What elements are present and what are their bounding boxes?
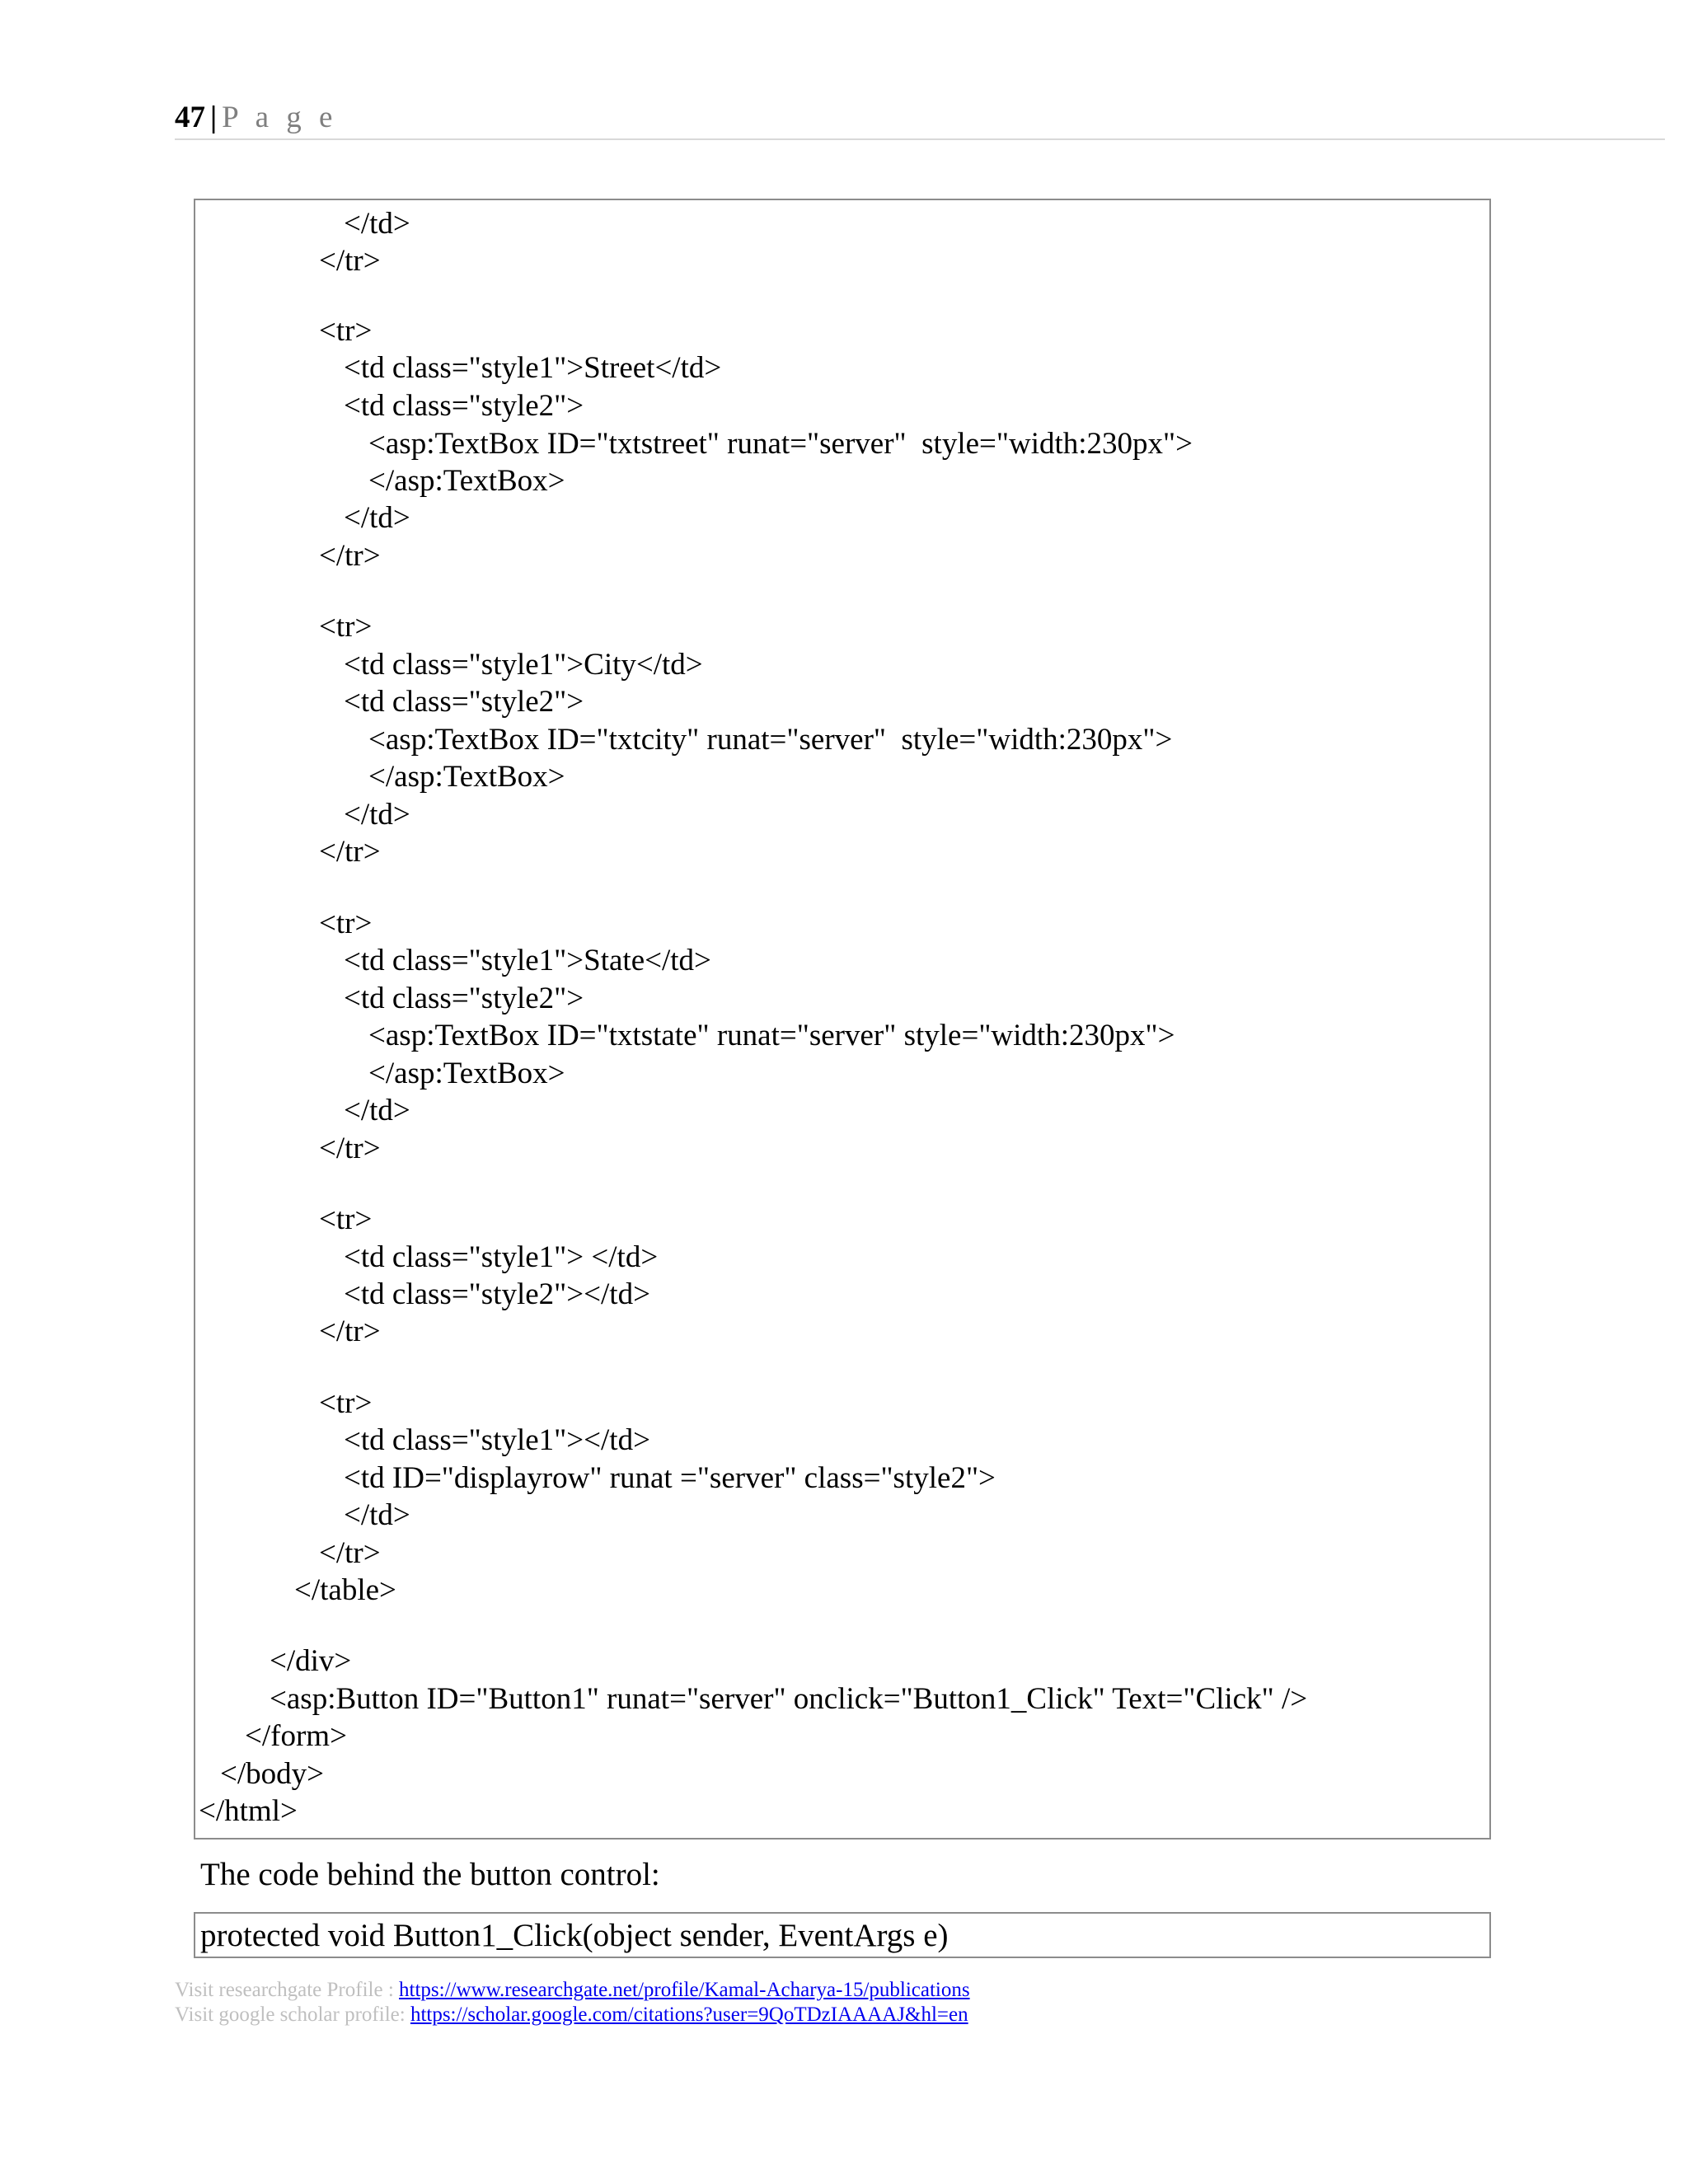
code-line: <tr> <box>319 907 373 940</box>
header-separator: | <box>210 101 218 134</box>
code-line: <asp:TextBox ID="txtstreet" runat="server" style="width:230px"> <box>368 427 1193 461</box>
code-line: <td class="style1"> </td> <box>344 1240 659 1274</box>
code-line: </tr> <box>319 1315 381 1348</box>
code-line: </asp:TextBox> <box>368 760 565 794</box>
footer-researchgate <box>175 1978 970 2003</box>
code-line: protected void Button1_Click(object sender, EventArgs e) <box>200 1918 949 1953</box>
code-line: </tr> <box>319 244 381 278</box>
code-line: <td class="style1">Street</td> <box>344 351 722 385</box>
code-line: </asp:TextBox> <box>368 1057 565 1090</box>
code-line: <asp:TextBox ID="txtcity" runat="server" style="width:230px"> <box>368 723 1173 757</box>
page-number: 47 <box>175 101 205 134</box>
code-line: </td> <box>344 1498 410 1532</box>
code-line: <td class="style1"></td> <box>344 1423 650 1457</box>
page-label: P a g e <box>222 101 338 134</box>
code-line: </div> <box>270 1644 352 1678</box>
code-line: <td class="style2"> <box>344 685 584 719</box>
footer-scholar <box>175 2003 968 2027</box>
footer-researchgate-label: Visit researchgate Profile : <box>175 1979 400 2001</box>
page-header <box>175 97 1665 140</box>
scholar-link[interactable]: https://scholar.google.com/citations?user=9QoTDzIAAAAJ&hl=en <box>410 2004 968 2026</box>
code-line: </td> <box>344 1094 410 1127</box>
code-line: </td> <box>344 798 410 832</box>
code-line: <tr> <box>319 610 373 644</box>
code-line: <td class="style1">State</td> <box>344 944 711 977</box>
code-line: <td ID="displayrow" runat ="server" class="style2"> <box>344 1461 996 1495</box>
code-line: <td class="style2"></td> <box>344 1277 650 1311</box>
code-line: </asp:TextBox> <box>368 464 565 498</box>
code-line: </tr> <box>319 835 381 869</box>
code-line: <asp:TextBox ID="txtstate" runat="server" style="width:230px"> <box>368 1019 1175 1052</box>
researchgate-link[interactable]: https://www.researchgate.net/profile/Kamal-Acharya-15/publications <box>399 1979 970 2001</box>
code-line: <td class="style1">City</td> <box>344 648 703 682</box>
code-line: </table> <box>294 1573 396 1607</box>
code-line: </form> <box>245 1719 347 1753</box>
code-line: </td> <box>344 501 410 535</box>
code-line: </tr> <box>319 1536 381 1570</box>
code-line: <asp:Button ID="Button1" runat="server" onclick="Button1_Click" Text="Click" /> <box>270 1682 1308 1716</box>
caption-text: The code behind the button control: <box>200 1857 660 1892</box>
code-line: <td class="style2"> <box>344 982 584 1015</box>
code-line: </html> <box>199 1794 298 1828</box>
code-line: </tr> <box>319 539 381 573</box>
code-line: <tr> <box>319 1386 373 1420</box>
code-line: <tr> <box>319 1202 373 1236</box>
footer-scholar-label: Visit google scholar profile: <box>175 2004 410 2026</box>
code-line: <td class="style2"> <box>344 389 584 423</box>
code-line: </td> <box>344 207 410 241</box>
code-block-2 <box>194 1912 1491 1958</box>
code-line: </body> <box>220 1757 325 1791</box>
code-line: <tr> <box>319 314 373 348</box>
code-block <box>194 199 1491 1840</box>
code-line: </tr> <box>319 1132 381 1165</box>
